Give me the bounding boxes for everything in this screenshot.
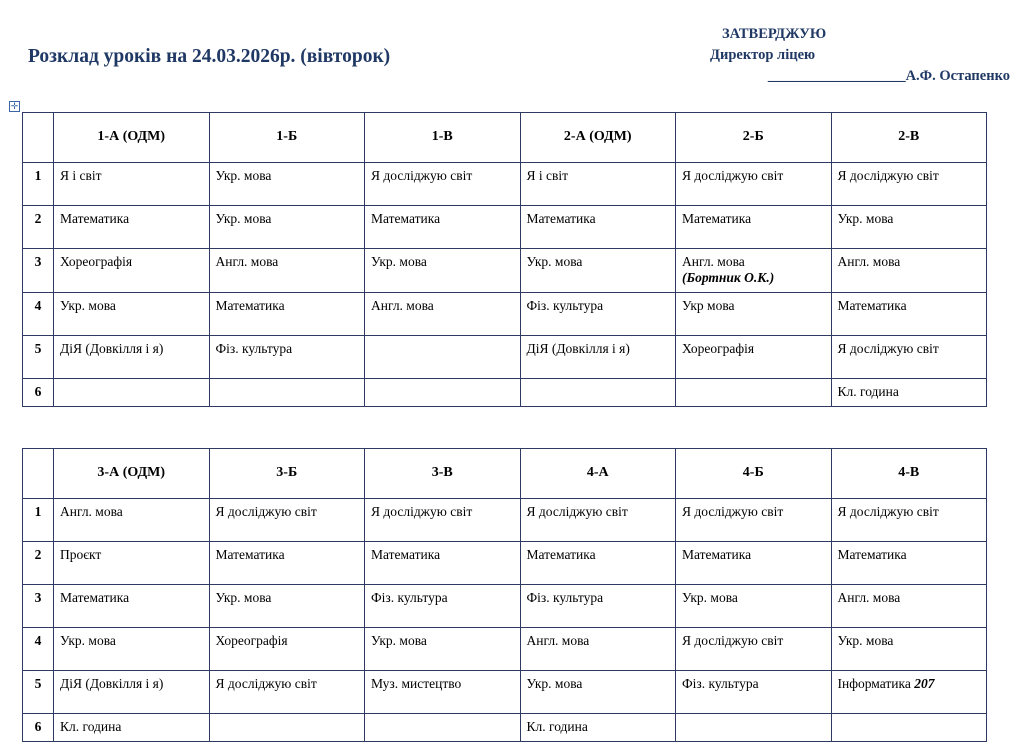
column-header-class-5: 4-Б bbox=[676, 449, 832, 499]
lesson-cell: Укр. мова bbox=[365, 249, 521, 293]
lesson-cell: Англ. мова bbox=[54, 499, 210, 542]
lesson-cell: Кл. година bbox=[520, 714, 676, 742]
lesson-cell: Хореографія bbox=[676, 335, 832, 378]
lesson-cell: Математика bbox=[831, 292, 987, 335]
column-header-class-6: 2-В bbox=[831, 113, 987, 163]
lesson-cell bbox=[365, 335, 521, 378]
lesson-cell: Укр мова bbox=[676, 292, 832, 335]
schedule-table-grades-3-4 bbox=[22, 448, 987, 742]
page-title: Розклад уроків на 24.03.2026р. (вівторок) bbox=[28, 46, 391, 67]
table-move-handle-icon[interactable]: ✛ bbox=[10, 101, 19, 111]
column-header-class-6: 4-В bbox=[831, 449, 987, 499]
lesson-name: Англ. мова bbox=[682, 254, 745, 269]
lesson-cell: Я досліджую світ bbox=[831, 163, 987, 206]
lesson-cell: ДіЯ (Довкілля і я) bbox=[54, 335, 210, 378]
lesson-name: Інформатика bbox=[837, 676, 915, 691]
lesson-cell: Я досліджую світ bbox=[676, 499, 832, 542]
table-row bbox=[23, 292, 987, 335]
row-lesson-number: 5 bbox=[23, 671, 54, 714]
lesson-cell: Я досліджую світ bbox=[209, 671, 365, 714]
lesson-cell: Укр. мова bbox=[676, 585, 832, 628]
lesson-cell: Я досліджую світ bbox=[365, 163, 521, 206]
room-number: 207 bbox=[914, 676, 935, 691]
lesson-cell: Я досліджую світ bbox=[676, 628, 832, 671]
row-lesson-number: 3 bbox=[23, 585, 54, 628]
lesson-cell: Англ. мова bbox=[209, 249, 365, 293]
lesson-cell: ДіЯ (Довкілля і я) bbox=[520, 335, 676, 378]
lesson-cell: Я і світ bbox=[54, 163, 210, 206]
table-header-row-group bbox=[23, 449, 987, 499]
lesson-cell: Математика bbox=[365, 206, 521, 249]
lesson-cell: Фіз. культура bbox=[676, 671, 832, 714]
lesson-cell: Англ. мова bbox=[365, 292, 521, 335]
lesson-cell: Хореографія bbox=[209, 628, 365, 671]
row-lesson-number: 6 bbox=[23, 714, 54, 742]
table-row bbox=[23, 671, 987, 714]
table-body bbox=[23, 163, 987, 407]
lesson-cell: Проєкт bbox=[54, 542, 210, 585]
row-lesson-number: 1 bbox=[23, 499, 54, 542]
column-header-class-4: 4-А bbox=[520, 449, 676, 499]
lesson-cell: Я досліджую світ bbox=[365, 499, 521, 542]
schedule-table-grades-1-2 bbox=[22, 112, 987, 407]
lesson-cell: Кл. година bbox=[831, 378, 987, 406]
table-row bbox=[23, 542, 987, 585]
lesson-cell-with-teacher bbox=[676, 249, 832, 293]
lesson-cell bbox=[209, 714, 365, 742]
lesson-cell: Математика bbox=[520, 542, 676, 585]
lesson-cell: Математика bbox=[831, 542, 987, 585]
lesson-cell: Фіз. культура bbox=[209, 335, 365, 378]
lesson-cell: Укр. мова bbox=[831, 628, 987, 671]
lesson-cell: Математика bbox=[520, 206, 676, 249]
lesson-cell: Укр. мова bbox=[54, 292, 210, 335]
lesson-cell: Я досліджую світ bbox=[676, 163, 832, 206]
lesson-cell bbox=[209, 378, 365, 406]
lesson-cell: Укр. мова bbox=[209, 206, 365, 249]
column-header-class-2: 1-Б bbox=[209, 113, 365, 163]
lesson-cell: Я досліджую світ bbox=[831, 335, 987, 378]
approval-line-1: ЗАТВЕРДЖУЮ bbox=[722, 26, 827, 42]
column-header-class-4: 2-А (ОДМ) bbox=[520, 113, 676, 163]
column-header-class-5: 2-Б bbox=[676, 113, 832, 163]
lesson-cell bbox=[54, 378, 210, 406]
table-row bbox=[23, 499, 987, 542]
column-header-class-3: 3-В bbox=[365, 449, 521, 499]
column-header-number bbox=[23, 449, 54, 499]
lesson-cell: Укр. мова bbox=[54, 628, 210, 671]
table-row bbox=[23, 628, 987, 671]
lesson-cell bbox=[365, 714, 521, 742]
approval-line-2: Директор ліцею bbox=[710, 47, 816, 64]
lesson-cell: Фіз. культура bbox=[365, 585, 521, 628]
column-header-class-1: 3-А (ОДМ) bbox=[54, 449, 210, 499]
table-row bbox=[23, 335, 987, 378]
table-header-row bbox=[23, 449, 987, 499]
lesson-cell: Муз. мистецтво bbox=[365, 671, 521, 714]
table-header-row-group bbox=[23, 113, 987, 163]
lesson-cell: Математика bbox=[209, 542, 365, 585]
lesson-cell-with-room bbox=[831, 671, 987, 714]
row-lesson-number: 2 bbox=[23, 542, 54, 585]
row-lesson-number: 6 bbox=[23, 378, 54, 406]
table-row bbox=[23, 249, 987, 293]
row-lesson-number: 2 bbox=[23, 206, 54, 249]
table-row bbox=[23, 378, 987, 406]
teacher-name: (Бортник О.К.) bbox=[682, 269, 775, 285]
column-header-class-2: 3-Б bbox=[209, 449, 365, 499]
lesson-cell: Укр. мова bbox=[520, 249, 676, 293]
lesson-cell: Математика bbox=[54, 585, 210, 628]
lesson-cell: Укр. мова bbox=[831, 206, 987, 249]
lesson-cell: Укр. мова bbox=[209, 585, 365, 628]
lesson-cell: Укр. мова bbox=[520, 671, 676, 714]
approval-signature-line: ___________________А.Ф. Остапенко bbox=[767, 68, 1010, 85]
lesson-cell bbox=[831, 714, 987, 742]
lesson-cell: Англ. мова bbox=[520, 628, 676, 671]
lesson-cell: Англ. мова bbox=[831, 585, 987, 628]
lesson-cell: Я і світ bbox=[520, 163, 676, 206]
lesson-cell: Математика bbox=[676, 542, 832, 585]
lesson-cell bbox=[365, 378, 521, 406]
lesson-cell: Математика bbox=[365, 542, 521, 585]
lesson-cell: Англ. мова bbox=[831, 249, 987, 293]
lesson-cell: ДіЯ (Довкілля і я) bbox=[54, 671, 210, 714]
table-row bbox=[23, 585, 987, 628]
column-header-class-1: 1-А (ОДМ) bbox=[54, 113, 210, 163]
row-lesson-number: 4 bbox=[23, 292, 54, 335]
lesson-cell: Укр. мова bbox=[365, 628, 521, 671]
table-row bbox=[23, 714, 987, 742]
lesson-cell: Математика bbox=[676, 206, 832, 249]
lesson-cell: Математика bbox=[209, 292, 365, 335]
lesson-cell: Фіз. культура bbox=[520, 292, 676, 335]
lesson-cell: Математика bbox=[54, 206, 210, 249]
row-lesson-number: 4 bbox=[23, 628, 54, 671]
lesson-cell: Я досліджую світ bbox=[520, 499, 676, 542]
approval-block bbox=[684, 24, 1014, 87]
lesson-cell: Я досліджую світ bbox=[209, 499, 365, 542]
table-header-row bbox=[23, 113, 987, 163]
column-header-class-3: 1-В bbox=[365, 113, 521, 163]
table-row bbox=[23, 206, 987, 249]
lesson-cell bbox=[520, 378, 676, 406]
row-lesson-number: 5 bbox=[23, 335, 54, 378]
lesson-cell: Укр. мова bbox=[209, 163, 365, 206]
table-body bbox=[23, 499, 987, 742]
lesson-cell: Фіз. культура bbox=[520, 585, 676, 628]
lesson-cell: Хореографія bbox=[54, 249, 210, 293]
lesson-cell: Кл. година bbox=[54, 714, 210, 742]
column-header-number bbox=[23, 113, 54, 163]
row-lesson-number: 1 bbox=[23, 163, 54, 206]
lesson-cell: Я досліджую світ bbox=[831, 499, 987, 542]
lesson-cell bbox=[676, 714, 832, 742]
lesson-cell bbox=[676, 378, 832, 406]
row-lesson-number: 3 bbox=[23, 249, 54, 293]
table-row bbox=[23, 163, 987, 206]
